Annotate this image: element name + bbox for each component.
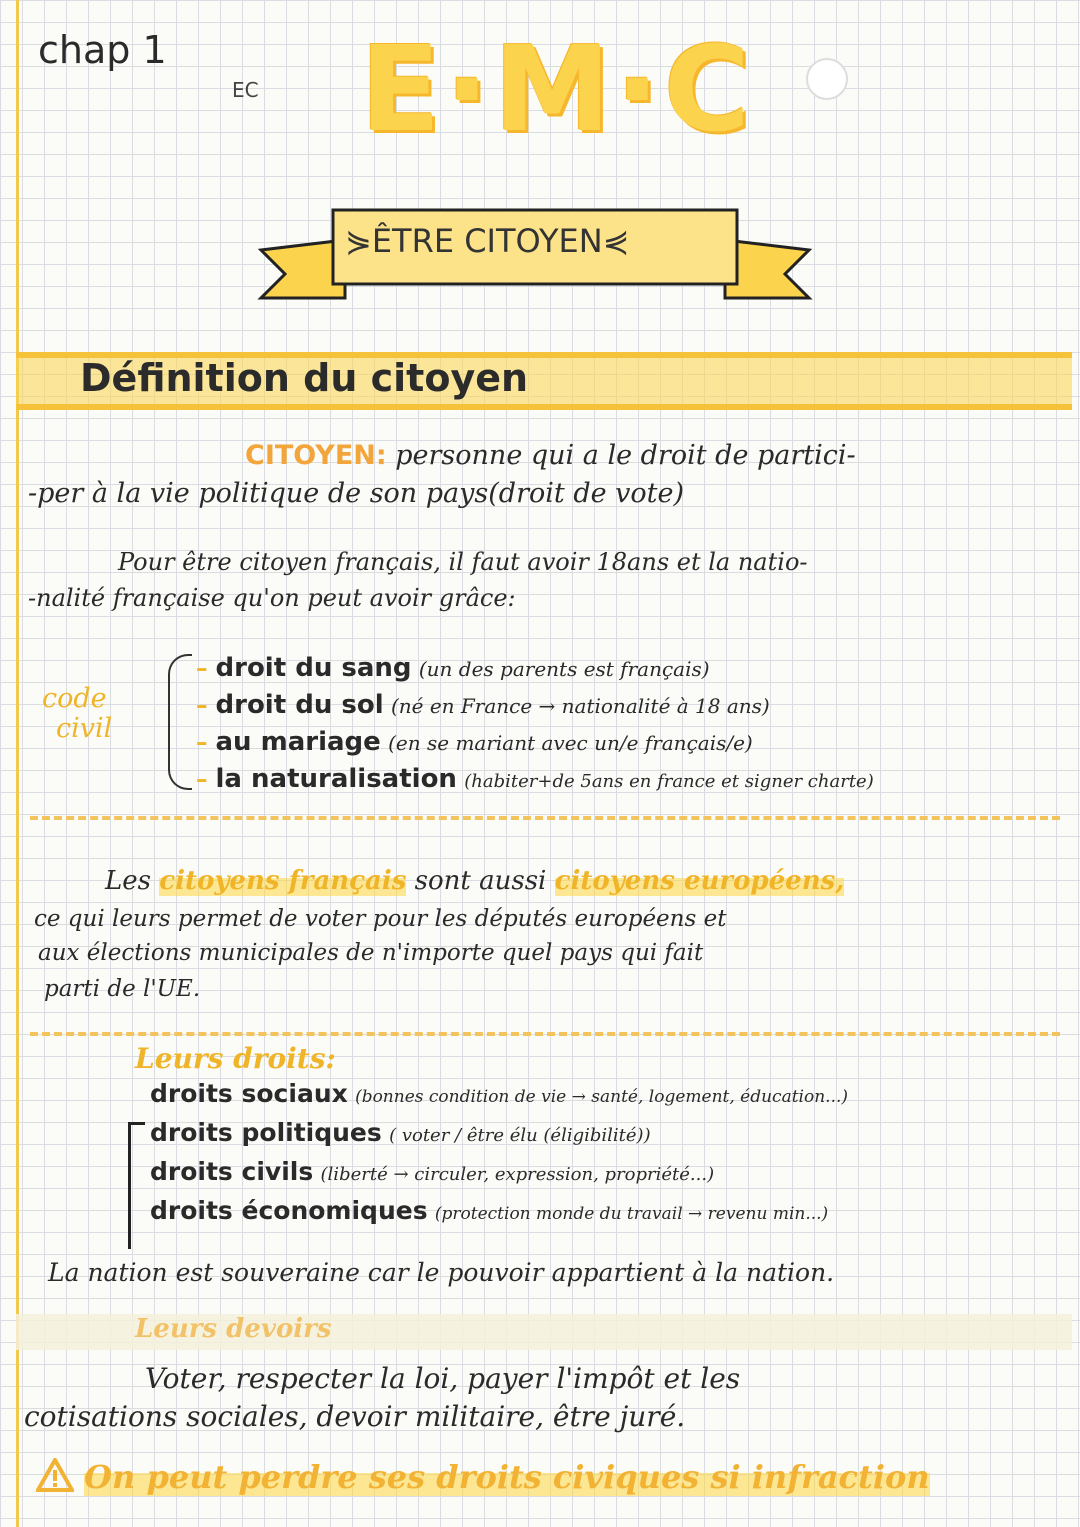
europe-highlight-2: citoyens européens, <box>554 866 845 896</box>
subject-initials: EC <box>232 78 259 102</box>
item-key: droits civils <box>150 1157 314 1186</box>
list-item: – droit du sang (un des parents est français) <box>196 653 710 683</box>
europe-line-3: aux élections municipales de n'importe quel pays qui fait <box>38 940 704 966</box>
item-detail: (un des parents est français) <box>418 657 710 681</box>
item-key: la naturalisation <box>215 764 457 794</box>
list-item <box>150 1115 848 1154</box>
list-item: – la naturalisation (habiter+de 5ans en france et signer charte) <box>196 764 874 794</box>
nationality-list <box>196 650 874 800</box>
item-key: droits économiques <box>150 1196 428 1225</box>
warning-line <box>36 1458 930 1496</box>
europe-line-1 <box>105 866 844 896</box>
europe-word-3: sont aussi <box>414 866 547 896</box>
chapter-label: chap 1 <box>38 28 167 72</box>
nationality-line-2: -nalité française qu'on peut avoir grâce: <box>28 584 516 612</box>
item-detail: (liberté → circuler, expression, propriété...) <box>320 1164 715 1185</box>
section-heading: Définition du citoyen <box>80 356 529 400</box>
list-item <box>150 1193 848 1232</box>
duties-line-2: cotisations sociales, devoir militaire, être juré. <box>24 1400 686 1433</box>
brace <box>168 654 192 790</box>
divider-1 <box>30 816 1060 820</box>
code-label-line-2: civil <box>56 713 113 744</box>
europe-line-4: parti de l'UE. <box>44 976 201 1002</box>
definition-line-2: -per à la vie politique de son pays(droit de vote) <box>28 478 685 509</box>
item-detail: (protection monde du travail → revenu min...) <box>434 1204 829 1224</box>
rights-list <box>150 1076 848 1232</box>
definition-text: personne qui a le droit de partici- <box>395 440 856 471</box>
item-key: droit du sol <box>215 690 384 720</box>
item-detail: (né en France → nationalité à 18 ans) <box>390 694 770 718</box>
item-key: droit du sang <box>215 653 412 683</box>
code-civil-label <box>42 684 112 744</box>
margin-line <box>16 0 19 1527</box>
nation-statement: La nation est souveraine car le pouvoir appartient à la nation. <box>48 1258 835 1287</box>
definition-term: CITOYEN: <box>245 440 387 471</box>
item-detail: (bonnes condition de vie → santé, logement, éducation...) <box>355 1087 849 1107</box>
list-item <box>150 1076 848 1115</box>
list-item: – droit du sol (né en France → nationalité à 18 ans) <box>196 690 770 720</box>
rights-heading: Leurs droits: <box>135 1042 336 1075</box>
warning-icon <box>36 1458 74 1492</box>
nationality-line-1: Pour être citoyen français, il faut avoir 18ans et la natio- <box>118 548 808 576</box>
duties-line-1: Voter, respecter la loi, payer l'impôt et les <box>145 1362 741 1395</box>
warning-text: On peut perdre ses droits civiques si infraction <box>84 1458 930 1496</box>
duties-heading: Leurs devoirs <box>135 1314 332 1344</box>
europe-highlight-1: citoyens français <box>159 866 407 896</box>
punch-hole <box>806 58 848 100</box>
rights-connector <box>128 1122 145 1249</box>
list-item: – au mariage (en se mariant avec un/e français/e) <box>196 727 753 757</box>
item-detail: ( voter / être élu (éligibilité)) <box>389 1125 651 1146</box>
item-detail: (habiter+de 5ans en france et signer charte) <box>464 771 874 792</box>
item-detail: (en se mariant avec un/e français/e) <box>388 731 753 755</box>
code-label-line-1: code <box>42 683 107 714</box>
banner-title: ⋟ÊTRE CITOYEN⋞ <box>345 222 630 260</box>
europe-line-2: ce qui leurs permet de voter pour les députés européens et <box>34 906 727 932</box>
item-key: droits sociaux <box>150 1079 348 1108</box>
list-item <box>150 1154 848 1193</box>
item-key: au mariage <box>215 727 381 757</box>
divider-2 <box>30 1032 1060 1036</box>
europe-word-1: Les <box>105 866 151 896</box>
definition-line-1 <box>245 440 856 471</box>
item-key: droits politiques <box>150 1118 382 1147</box>
page-title: E·M·C <box>360 20 755 158</box>
